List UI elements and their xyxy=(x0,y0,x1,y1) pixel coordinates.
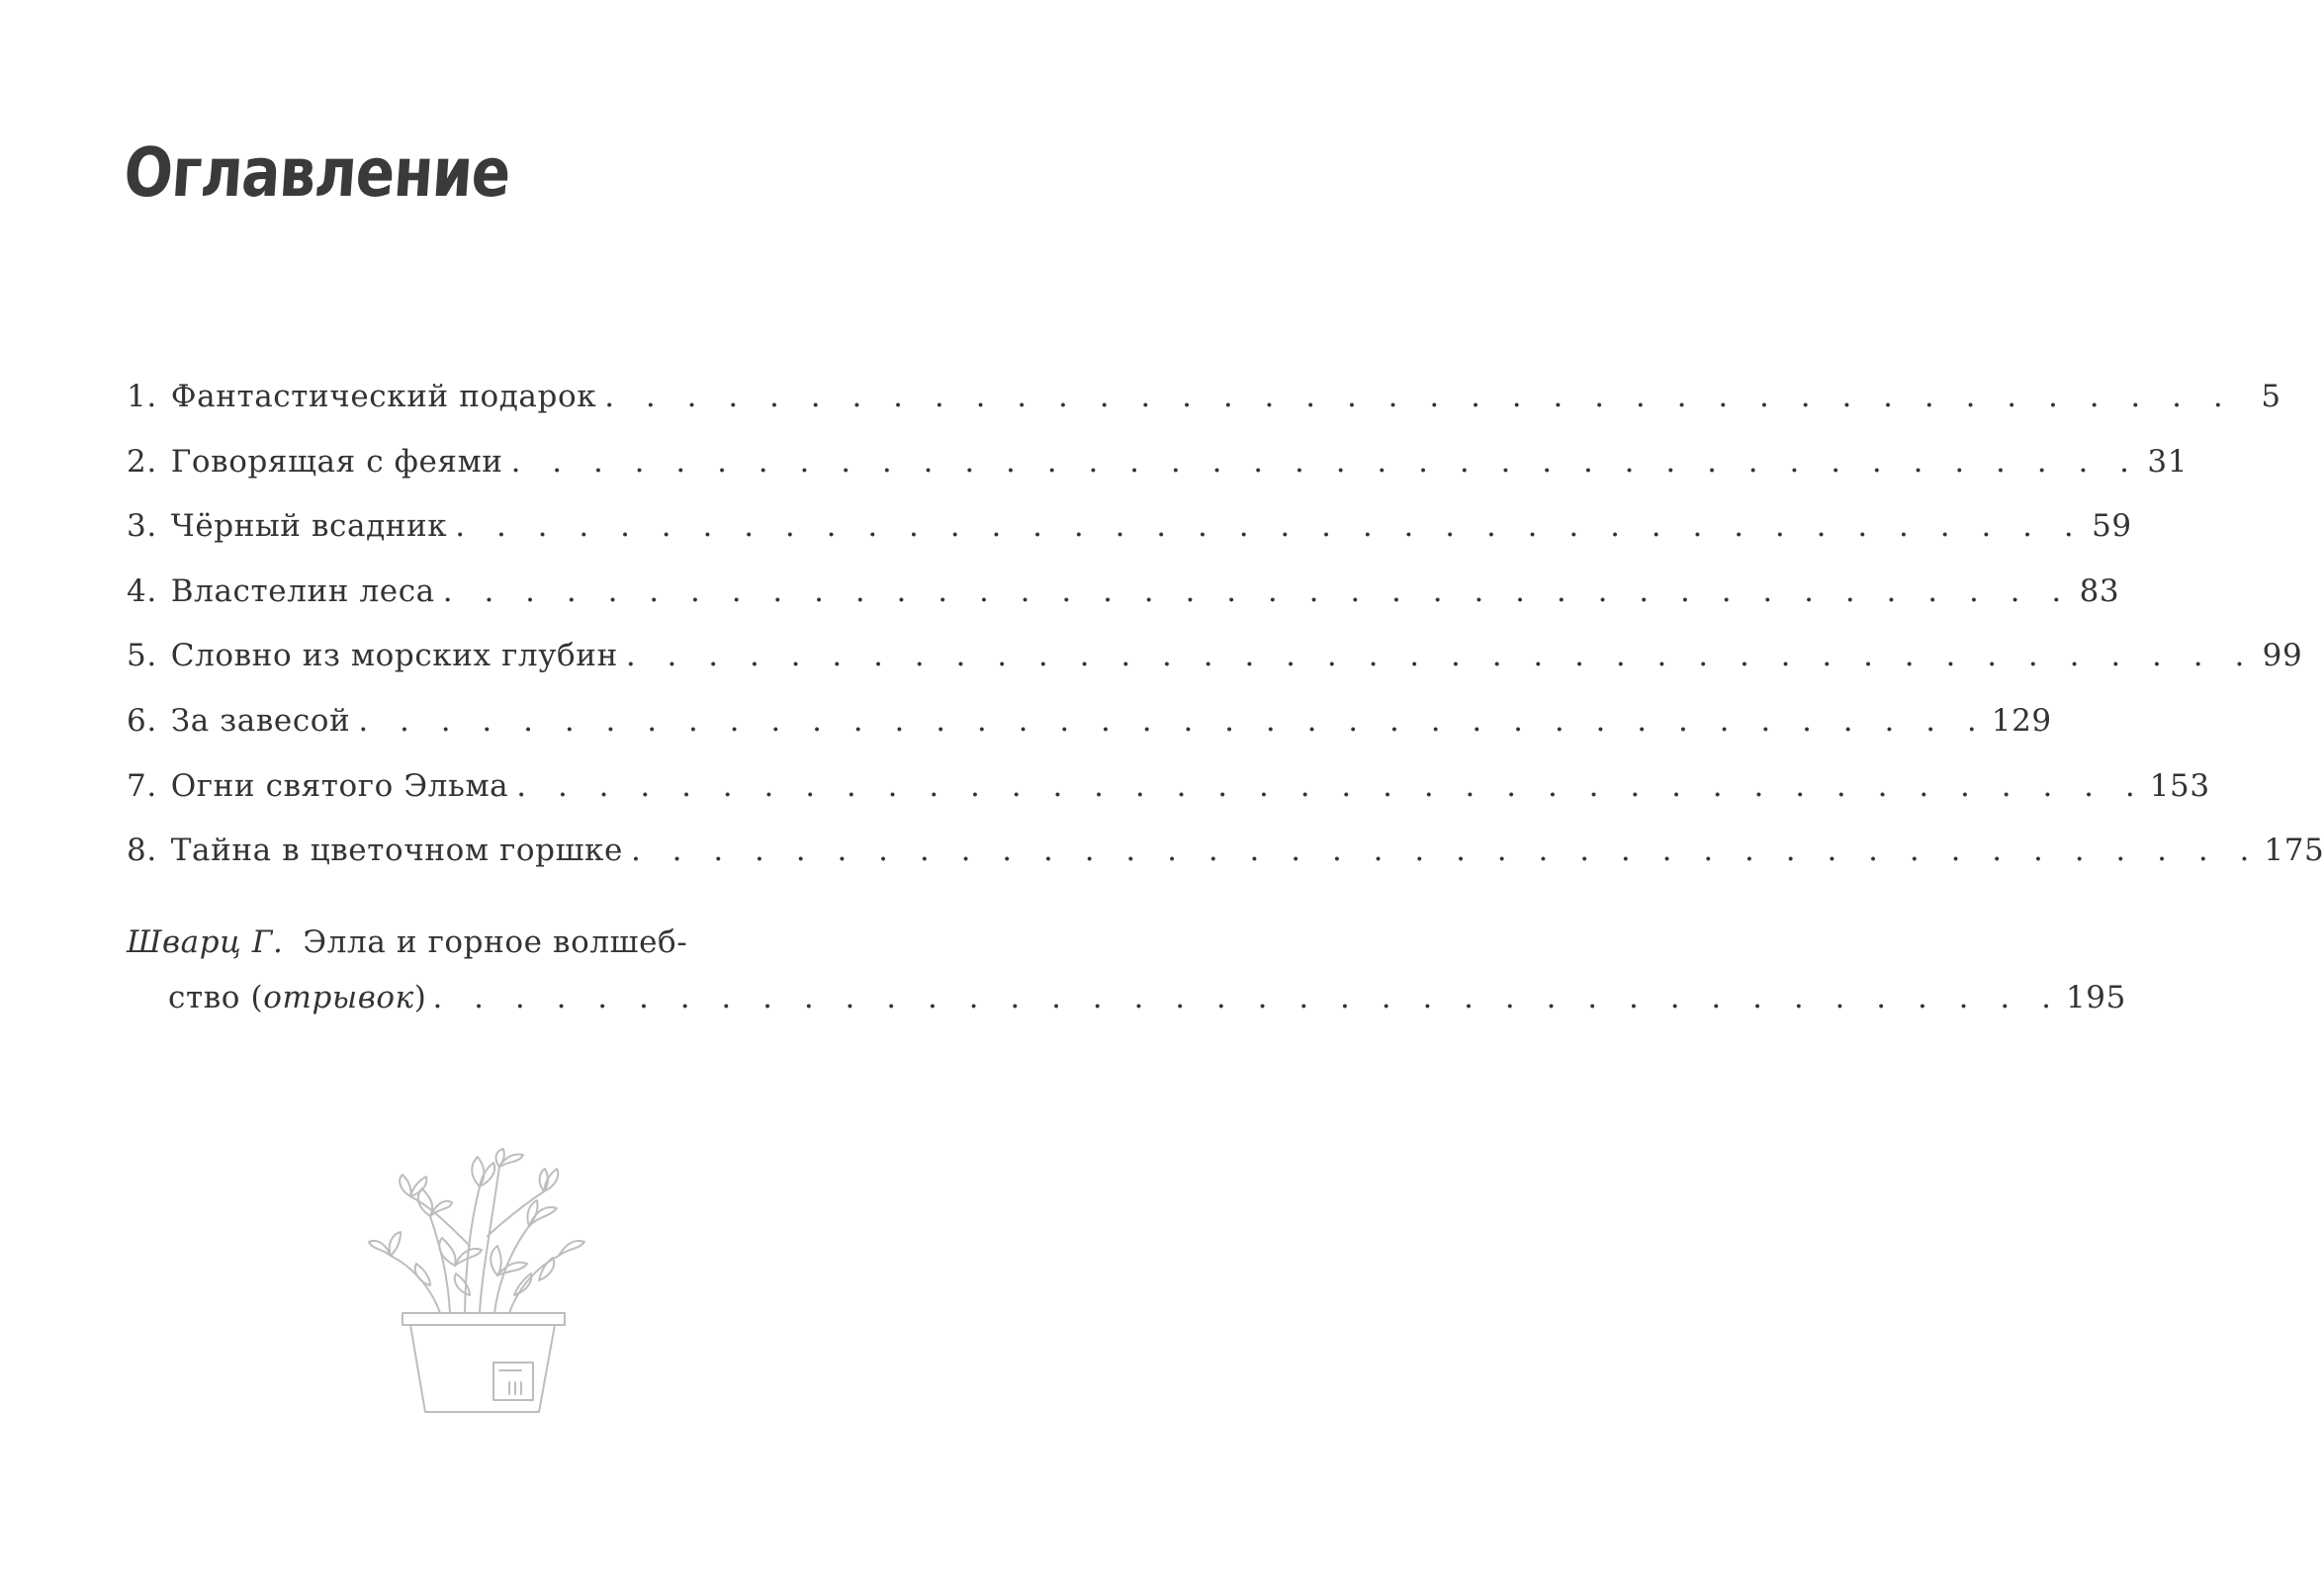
potted-plant-icon xyxy=(371,1147,598,1473)
toc-item-title: Фантастический подарок xyxy=(170,379,597,414)
dot-leader: . . . . . . . . . . . . . . . . . . . . . . . . . . . . . . . . . . . . . . . . xyxy=(442,572,2073,609)
toc-item-number: 8. xyxy=(127,833,157,869)
toc-item-page: 175 xyxy=(2264,833,2324,869)
table-of-contents xyxy=(127,379,2324,898)
excerpt-author: Шварц Г. xyxy=(127,924,284,960)
toc-item-number: 7. xyxy=(127,767,157,804)
dot-leader: . . . . . . . . . . . . . . . . . . . . . . . . . . . . . . . . . . . . . . . . xyxy=(604,379,2234,414)
excerpt-line-1 xyxy=(127,924,839,980)
excerpt-page: 195 xyxy=(2065,980,2126,1015)
toc-item-number: 4. xyxy=(127,572,157,609)
toc-item-page: 59 xyxy=(2092,508,2132,545)
toc-item-page: 31 xyxy=(2147,443,2189,480)
toc-item-page: 83 xyxy=(2079,572,2120,609)
toc-item-page: 99 xyxy=(2262,638,2303,674)
toc-item[interactable] xyxy=(127,833,2324,898)
toc-item-number: 2. xyxy=(127,443,157,480)
excerpt-entry[interactable] xyxy=(127,924,2126,1015)
toc-item[interactable] xyxy=(127,443,2189,509)
toc-item-number: 1. xyxy=(127,379,157,414)
excerpt-note: отрывок xyxy=(263,980,414,1015)
toc-item-title: Тайна в цветочном горшке xyxy=(170,833,623,869)
toc-item[interactable] xyxy=(127,702,2052,768)
toc-item-number: 6. xyxy=(127,702,157,739)
toc-item-page: 129 xyxy=(1991,702,2052,739)
toc-item-page: 5 xyxy=(2261,379,2281,414)
dot-leader: . . . . . . . . . . . . . . . . . . . . . . . . . . . . . . . . . . . . . . . . xyxy=(432,980,2062,1015)
toc-item-title: Словно из морских глубин xyxy=(170,638,618,674)
toc-item-title: Огни святого Эльма xyxy=(170,767,509,804)
dot-leader: . . . . . . . . . . . . . . . . . . . . . . . . . . . . . . . . . . . . . . . . xyxy=(625,638,2256,674)
toc-item-title: За завесой xyxy=(170,702,351,739)
dot-leader: . . . . . . . . . . . . . . . . . . . . . . . . . . . . . . . . . . . . . . . . xyxy=(510,443,2141,480)
toc-item[interactable] xyxy=(127,572,2120,639)
excerpt-title-close: ) xyxy=(413,980,427,1015)
dot-leader: . . . . . . . . . . . . . . . . . . . . . . . . . . . . . . . . . . . . . . . . xyxy=(516,767,2146,804)
excerpt-title-continuation: ство ( xyxy=(168,980,264,1015)
toc-item[interactable] xyxy=(127,379,2281,444)
toc-item-number: 3. xyxy=(127,508,157,545)
toc-item-page: 153 xyxy=(2149,767,2210,804)
toc-item[interactable] xyxy=(127,638,2303,703)
dot-leader: . . . . . . . . . . . . . . . . . . . . . . . . . . . . . . . . . . . . . . . . xyxy=(358,702,1988,739)
toc-item-title: Говорящая с феями xyxy=(170,443,503,480)
dot-leader: . . . . . . . . . . . . . . . . . . . . . . . . . . . . . . . . . . . . . . . . xyxy=(455,508,2085,545)
toc-item-title: Чёрный всадник xyxy=(170,508,448,545)
toc-item[interactable] xyxy=(127,508,2132,573)
dot-leader: . . . . . . . . . . . . . . . . . . . . . . . . . . . . . . . . . . . . . . . . xyxy=(630,833,2261,869)
toc-item-number: 5. xyxy=(127,638,157,674)
toc-item-title: Властелин леса xyxy=(170,572,435,609)
excerpt-line-2 xyxy=(127,980,2126,1015)
excerpt-title-part2 xyxy=(168,980,432,1015)
page-title: Оглавление xyxy=(121,132,513,213)
toc-item[interactable] xyxy=(127,767,2210,834)
excerpt-title-part1: Элла и горное волшеб- xyxy=(303,924,688,960)
